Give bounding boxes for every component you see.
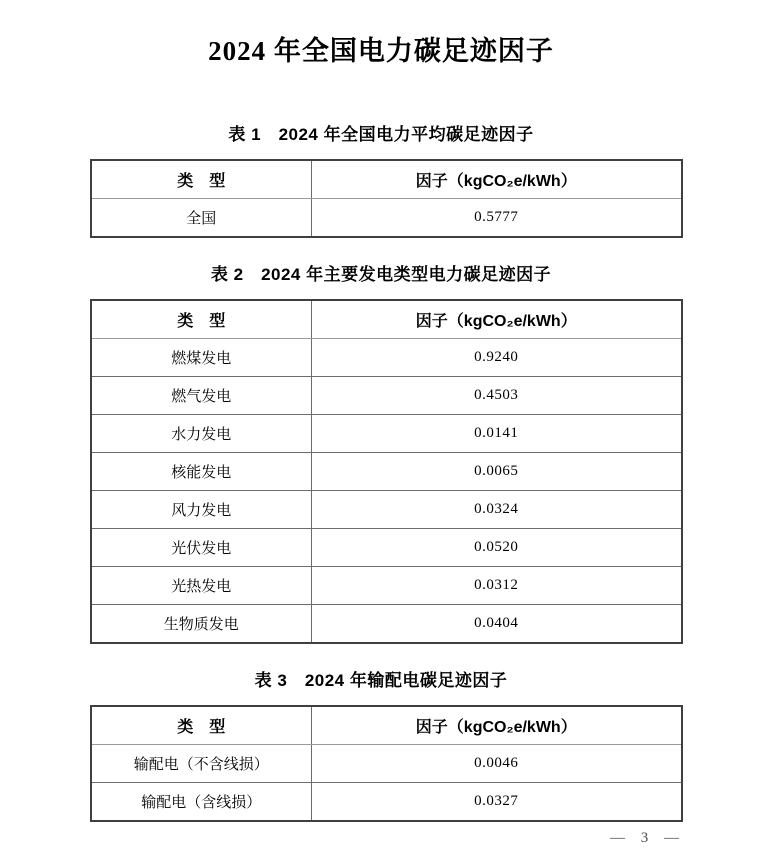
table-row bbox=[91, 377, 682, 415]
type-cell: 光伏发电 bbox=[91, 529, 311, 567]
table-header-row bbox=[91, 160, 682, 199]
factor-cell: 0.0327 bbox=[311, 783, 682, 822]
table-row bbox=[91, 415, 682, 453]
factor-cell: 0.0404 bbox=[311, 605, 682, 644]
type-cell: 光热发电 bbox=[91, 567, 311, 605]
table-row bbox=[91, 339, 682, 377]
type-cell: 全国 bbox=[91, 199, 311, 238]
table-row bbox=[91, 529, 682, 567]
type-cell: 燃煤发电 bbox=[91, 339, 311, 377]
table3-transmission-distribution bbox=[90, 705, 683, 822]
table1-national-average bbox=[90, 159, 683, 238]
factor-cell: 0.0046 bbox=[311, 745, 682, 783]
type-cell: 生物质发电 bbox=[91, 605, 311, 644]
factor-cell: 0.9240 bbox=[311, 339, 682, 377]
table2-generation-types bbox=[90, 299, 683, 644]
factor-cell: 0.4503 bbox=[311, 377, 682, 415]
page-number: — 3 — bbox=[610, 830, 680, 846]
column-header-factor: 因子（kgCO₂e/kWh） bbox=[311, 300, 682, 339]
column-header-type: 类 型 bbox=[91, 706, 311, 745]
table-row bbox=[91, 783, 682, 822]
type-cell: 燃气发电 bbox=[91, 377, 311, 415]
table3-section bbox=[0, 670, 762, 822]
column-header-type: 类 型 bbox=[91, 160, 311, 199]
factor-cell: 0.0141 bbox=[311, 415, 682, 453]
type-cell: 核能发电 bbox=[91, 453, 311, 491]
table-row bbox=[91, 453, 682, 491]
table2-caption: 表 2 2024 年主要发电类型电力碳足迹因子 bbox=[210, 265, 552, 284]
table-row bbox=[91, 605, 682, 644]
factor-cell: 0.0520 bbox=[311, 529, 682, 567]
table1-section bbox=[0, 124, 762, 238]
factor-cell: 0.0065 bbox=[311, 453, 682, 491]
table3-caption: 表 3 2024 年输配电碳足迹因子 bbox=[254, 671, 508, 690]
table2-section bbox=[0, 264, 762, 644]
table1-caption: 表 1 2024 年全国电力平均碳足迹因子 bbox=[228, 125, 534, 144]
type-cell: 水力发电 bbox=[91, 415, 311, 453]
type-cell: 输配电（不含线损） bbox=[91, 745, 311, 783]
table-row bbox=[91, 491, 682, 529]
table-header-row bbox=[91, 300, 682, 339]
factor-cell: 0.0312 bbox=[311, 567, 682, 605]
factor-cell: 0.0324 bbox=[311, 491, 682, 529]
column-header-factor: 因子（kgCO₂e/kWh） bbox=[311, 160, 682, 199]
page-title: 2024 年全国电力碳足迹因子 bbox=[208, 36, 554, 66]
type-cell: 风力发电 bbox=[91, 491, 311, 529]
table-row bbox=[91, 199, 682, 238]
table-row bbox=[91, 567, 682, 605]
table-row bbox=[91, 745, 682, 783]
column-header-type: 类 型 bbox=[91, 300, 311, 339]
column-header-factor: 因子（kgCO₂e/kWh） bbox=[311, 706, 682, 745]
type-cell: 输配电（含线损） bbox=[91, 783, 311, 822]
factor-cell: 0.5777 bbox=[311, 199, 682, 238]
table-header-row bbox=[91, 706, 682, 745]
